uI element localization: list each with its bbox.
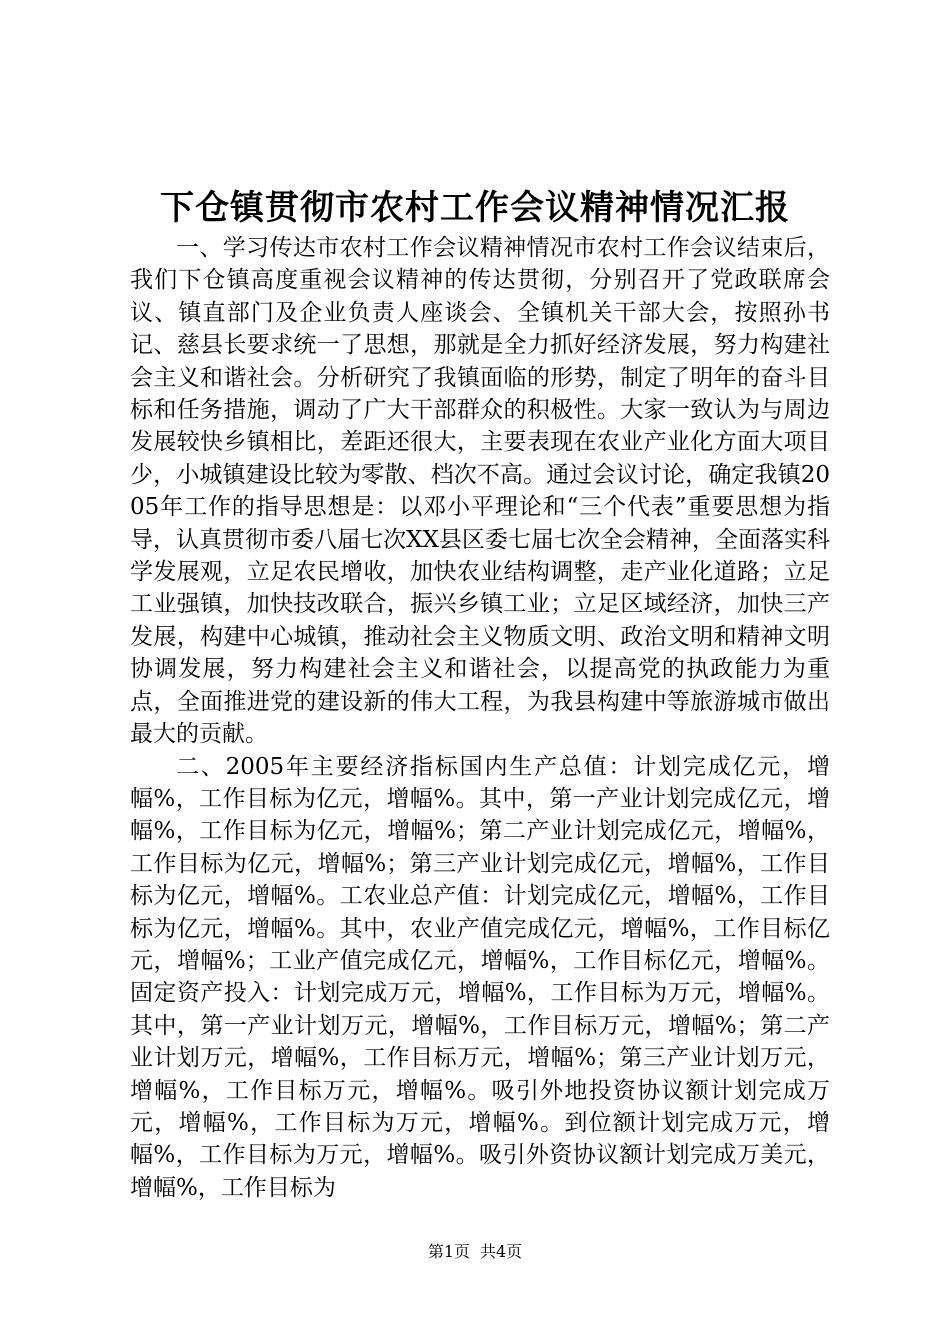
page-footer xyxy=(0,1240,950,1264)
page-number-current: 第1页 xyxy=(427,1242,470,1261)
page-number-total: 共4页 xyxy=(480,1242,523,1261)
paragraph-economic-indicators: 二、2005年主要经济指标国内生产总值：计划完成亿元，增幅%，工作目标为亿元，增幅%。其中，第一产业计划完成亿元，增幅%，工作目标为亿元，增幅%；第二产业计划完成亿元，增幅%，工作目标为亿元，增幅%；第三产业计划完成亿元，增幅%，工作目标为亿元，增幅%。工农业总产值：计划完成亿元，增幅%，工作目标为亿元，增幅%。其中，农业产值完成亿元，增幅%，工作目标亿元，增幅%；工业产值完成亿元，增幅%，工作目标亿元，增幅%。固定资产投入：计划完成万元，增幅%，工作目标为万元，增幅%。其中，第一产业计划万元，增幅%，工作目标万元，增幅%；第二产业计划万元，增幅%，工作目标万元，增幅%；第三产业计划万元，增幅%，工作目标万元，增幅%。吸引外地投资协议额计划完成万元，增幅%，工作目标为万元，增幅%。到位额计划完成万元，增幅%，工作目标为万元，增幅%。吸引外资协议额计划完成万美元，增幅%，工作目标为 xyxy=(130,753,830,1201)
document-title: 下仓镇贯彻市农村工作会议精神情况汇报 xyxy=(160,188,790,228)
paragraph-study-meeting-spirit: 一、学习传达市农村工作会议精神情况市农村工作会议结束后，我们下仓镇高度重视会议精神的传达贯彻，分别召开了党政联席会议、镇直部门及企业负责人座谈会、全镇机关干部大会，按照孙书记、慈县长要求统一了思想，那就是全力抓好经济发展，努力构建社会主义和谐社会。分析研究了我镇面临的形势，制定了明年的奋斗目标和任务措施，调动了广大干部群众的积极性。大家一致认为与周边发展较快乡镇相比，差距还很大，主要表现在农业产业化方面大项目少，小城镇建设比较为零散、档次不高。通过会议讨论，确定我镇2005年工作的指导思想是：以邓小平理论和“三个代表”重要思想为指导，认真贯彻市委八届七次XX县区委七届七次全会精神，全面落实科学发展观，立足农民增收，加快农业结构调整，走产业化道路；立足工业强镇，加快技改联合，振兴乡镇工业；立足区域经济，加快三产发展，构建中心城镇，推动社会主义物质文明、政治文明和精神文明协调发展，努力构建社会主义和谐社会，以提高党的执政能力为重点，全面推进党的建设新的伟大工程，为我县构建中等旅游城市做出最大的贡献。 xyxy=(130,235,830,748)
document-body xyxy=(130,232,830,1204)
